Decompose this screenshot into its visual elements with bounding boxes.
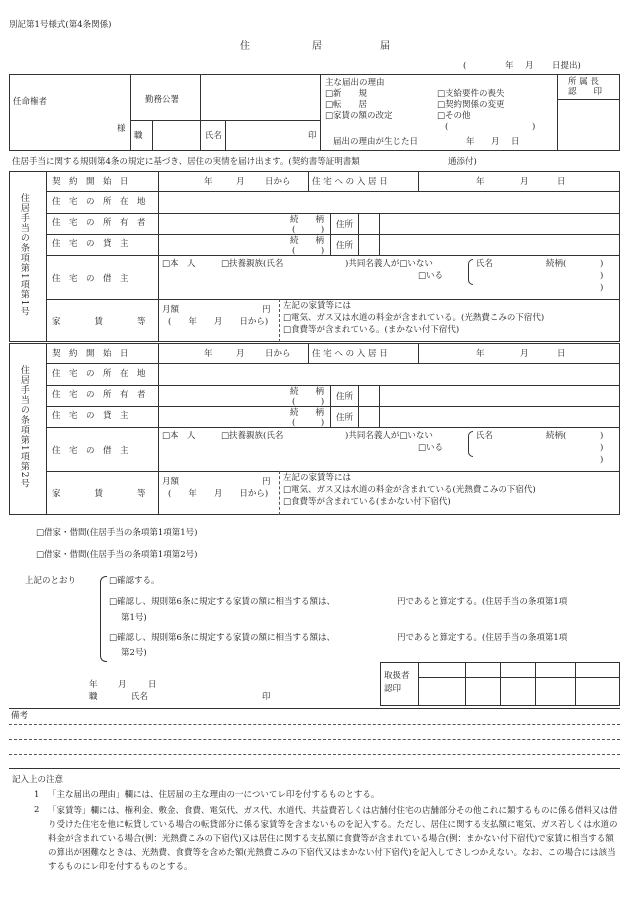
as-above-label: 上記のとおり [25,576,77,586]
rent-label: 家 賃 等 [52,489,146,499]
appointer-label: 任命権者 [13,97,48,107]
rent-monthly-label: 月額 [162,477,180,487]
borrower-principal-checkbox[interactable]: □本 人 [162,259,196,269]
co-relation-close-2: ) [600,443,604,453]
co-borrower-relation-label: 続柄( [546,431,567,441]
lender-relation-label: 続 柄 [290,408,325,418]
handler-label: 取扱者 [384,671,410,681]
other-paren-close: ) [532,122,536,132]
contract-from-label: 日から [265,177,291,187]
rental-clause2-checkbox[interactable]: □借家・借間(住居手当の条項第1項第2号) [36,550,198,560]
approve-month-label: 月 [118,680,127,690]
lender-label: 住 宅 の 貸 主 [52,239,129,249]
owner-label: 住 宅 の 所 有 者 [52,218,146,228]
co-borrower-name-label: 氏名 [476,431,494,441]
move-in-month-label: 月 [520,349,529,359]
approval-seal-label: 認 印 [568,87,603,97]
reason-month-label: 月 [491,137,500,147]
contract-month-label: 月 [236,177,245,187]
contract-year-label: 年 [204,177,213,187]
rent-meals-checkbox[interactable]: □食費等が含まれている(まかない付下宿代) [283,497,451,507]
approver-name-label: 氏名 [131,692,149,702]
calc1-clause: 第1号) [121,613,147,623]
contract-month-label: 月 [236,349,245,359]
location-label: 住 宅 の 所 在 地 [52,369,146,379]
form-number: 別記第1号様式(第4条関係) [9,20,112,30]
rent-includes-label: 左記の家賃等には [283,301,352,311]
submit-day-label: 日提出) [552,61,581,71]
location-input[interactable] [160,364,618,384]
note1-text: 「主な届出の理由」欄には、住居届の主な理由の一についてレ印を付するものとする。 [48,790,380,800]
co-relation-close-1: ) [600,431,604,441]
seal-label: 印 [308,131,317,141]
submit-month-label: 月 [525,61,534,71]
rent-utilities-checkbox[interactable]: □電気、ガス又は水道の料金が含まれている。(光熱費こみの下宿代) [283,313,545,323]
contract-year-label: 年 [204,349,213,359]
rent-yen-label: 円 [262,477,271,487]
remarks-label: 備考 [11,711,29,721]
borrower-dependent-checkbox[interactable]: □扶養親族(氏名 [221,259,284,269]
rent-yen-label: 円 [262,305,271,315]
section-side-label: 住居手当の条項第1項第2号 [18,365,29,489]
contract-start-label: 契 約 開 始 日 [52,349,129,359]
contract-start-label: 契 約 開 始 日 [52,177,129,187]
co-borrower-none-checkbox[interactable]: )共同名義人が□いない [345,431,433,441]
note2-number: 2 [34,805,40,815]
rent-monthly-label: 月額 [162,305,180,315]
owner-address-label: 住所 [336,220,354,230]
calc2-suffix: 円であると算定する。(住居手当の条項第1項 [397,633,568,643]
location-input[interactable] [160,192,618,212]
reason-year-label: 年 [466,137,475,147]
post-label: 職 [134,131,143,141]
reason-date-label: 届出の理由が生じた日 [333,137,419,147]
owner-label: 住 宅 の 所 有 者 [52,390,146,400]
form-title-char-3: 届 [380,41,390,52]
owner-relation-paren: ( ) [292,397,325,407]
rent-includes-label: 左記の家賃等には [283,473,352,483]
owner-address-label: 住所 [336,392,354,402]
lender-relation-paren: ( ) [292,418,325,428]
co-relation-close-1: ) [600,259,604,269]
move-in-day-label: 日 [557,349,566,359]
approver-seal-label: 印 [262,692,271,702]
borrower-label: 住 宅 の 借 主 [52,274,129,284]
reason-contract-change-checkbox[interactable]: □契約関係の変更 [437,100,505,110]
co-borrower-brace [468,431,473,457]
dept-head-label: 所 属 長 [568,77,599,87]
co-borrower-relation-label: 続柄( [546,259,567,269]
owner-relation-paren: ( ) [292,225,325,235]
intro-suffix: 通添付) [448,157,477,167]
approve-year-label: 年 [89,680,98,690]
handler-seal-label: 認印 [384,684,402,694]
calc1-suffix: 円であると算定する。(住居手当の条項第1項 [397,597,568,607]
approve-day-label: 日 [148,680,157,690]
notes-title: 記入上の注意 [12,775,64,785]
move-in-day-label: 日 [557,177,566,187]
confirm-calc2-checkbox[interactable]: □確認し、規則第6条に規定する家賃の額に相当する額は、 [109,633,335,643]
move-in-year-label: 年 [476,177,485,187]
submit-date-paren: ( [463,61,467,71]
move-in-year-label: 年 [476,349,485,359]
sama-label: 様 [117,124,126,134]
borrower-dependent-checkbox[interactable]: □扶養親族(氏名 [221,431,284,441]
contract-from-label: 日から [265,349,291,359]
reason-other-checkbox[interactable]: □その他 [437,111,471,121]
lender-address-label: 住所 [336,241,354,251]
lender-relation-label: 続 柄 [290,236,325,246]
owner-relation-label: 続 柄 [290,215,325,225]
rent-from-label: ( 年 月 日から) [168,489,269,499]
form-title-char-2: 居 [312,41,322,52]
confirm-checkbox[interactable]: □確認する。 [109,576,160,586]
location-label: 住 宅 の 所 在 地 [52,197,146,207]
rent-label: 家 賃 等 [52,317,146,327]
intro-text: 住居手当に関する規則第4条の規定に基づき、居住の実情を届け出ます。(契約書等証明書類 [12,157,360,167]
calc2-clause: 第2号) [121,648,147,658]
submit-year-label: 年 [505,61,514,71]
confirm-brace [100,576,107,662]
name-input[interactable] [226,121,306,150]
reason-title: 主な届出の理由 [325,78,385,88]
lender-label: 住 宅 の 貸 主 [52,411,129,421]
section-side-label: 住居手当の条項第1項第1号 [18,193,29,317]
rental-clause1-checkbox[interactable]: □借家・借間(住居手当の条項第1項第1号) [36,528,198,538]
co-borrower-exists-checkbox[interactable]: □いる [418,271,444,281]
reason-day-label: 日 [511,137,520,147]
reason-new-checkbox[interactable]: □新 規 [325,89,368,99]
co-relation-close-3: ) [600,283,604,293]
move-in-label: 住 宅 へ の 入 居 日 [312,177,388,187]
form-title-char-1: 住 [240,41,250,52]
owner-relation-label: 続 柄 [290,387,325,397]
rent-utilities-checkbox[interactable]: □電気、ガス又は水道の料金が含まれている(光熱費こみの下宿代) [283,485,536,495]
other-paren-open: ( [445,122,449,132]
co-relation-close-3: ) [600,455,604,465]
move-in-month-label: 月 [520,177,529,187]
note2-text: 「家賃等」欄には、権利金、敷金、食費、電気代、ガス代、水道代、共益費若しくは店舗付住宅の店舗部分その他これに類するものに係る借料又は借り受けた住宅を他に転貸している場合の転貸部分に係る家賃等を含まないものを記入する。ただし、居住に関する支払額に電気、ガス若しくは水道の料金が含まれている場合(例：光熱費こみの下宿代)又は居住に関する支払額に食費等が含まれている場合(例：まかない付下宿代)で家賃に相当する額の算出が困難なときは、光熱費、食費等を含めた額(光熱費こみの下宿代又はまかない付下宿代)を記入してさしつかえない。なお、この場合には該当するものにレ印を付するものとする。 [48,806,618,872]
rent-from-label: ( 年 月 日から) [168,317,269,327]
rent-meals-checkbox[interactable]: □食費等が含まれている。(まかない付下宿代) [283,325,460,335]
borrower-principal-checkbox[interactable]: □本 人 [162,431,196,441]
confirm-calc1-checkbox[interactable]: □確認し、規則第6条に規定する家賃の額に相当する額は、 [109,597,335,607]
workplace-label: 勤務公署 [145,95,180,105]
co-borrower-name-label: 氏名 [476,259,494,269]
reason-rent-revision-checkbox[interactable]: □家賃の額の改定 [325,111,393,121]
lender-relation-paren: ( ) [292,246,325,256]
workplace-input[interactable] [200,74,320,120]
borrower-label: 住 宅 の 借 主 [52,446,129,456]
co-borrower-brace [468,259,473,285]
move-in-label: 住 宅 へ の 入 居 日 [312,349,388,359]
approver-post-label: 職 [89,692,98,702]
co-relation-close-2: ) [600,271,604,281]
reason-loss-checkbox[interactable]: □支給要件の喪失 [437,89,505,99]
co-borrower-none-checkbox[interactable]: )共同名義人が□いない [345,259,433,269]
co-borrower-exists-checkbox[interactable]: □いる [418,443,444,453]
reason-move-checkbox[interactable]: □転 居 [325,100,368,110]
name-label: 氏名 [205,131,223,141]
note1-number: 1 [34,790,40,800]
lender-address-label: 住所 [336,413,354,423]
